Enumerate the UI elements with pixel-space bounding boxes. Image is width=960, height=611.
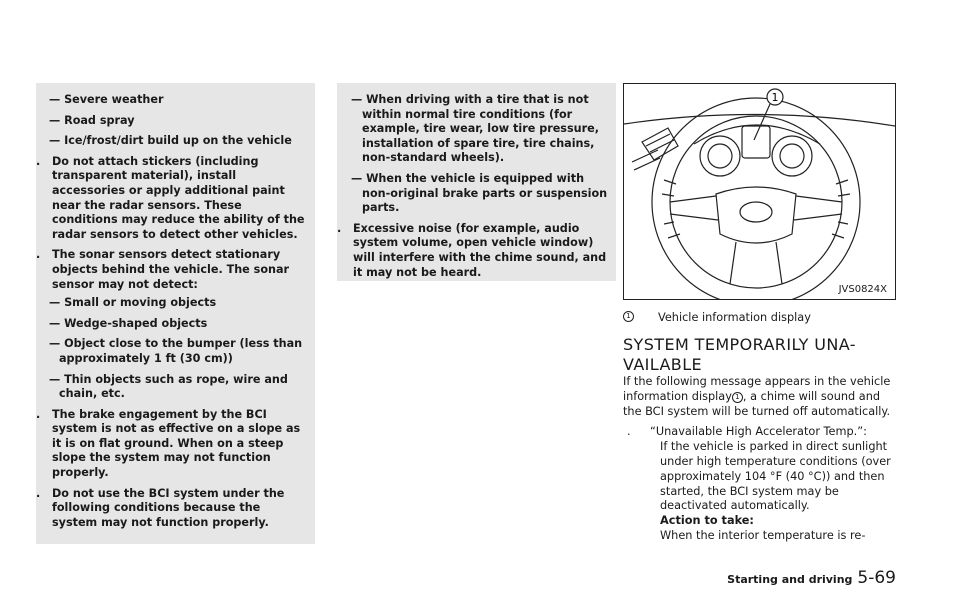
- bullet-sonar-text: The sonar sensors detect stationary objects behind the vehicle. The sonar sensor may not detect:: [52, 248, 290, 291]
- caption-text: Vehicle information display: [658, 311, 811, 324]
- dash-item-brake-parts: — When the vehicle is equipped with non-original brake parts or suspension parts.: [351, 171, 608, 215]
- heading-line-2: VAILABLE: [623, 354, 703, 374]
- bullet-glyph: .: [337, 221, 342, 235]
- dash-item-thin-objects: — Thin objects such as rope, wire and chain, etc.: [49, 372, 288, 401]
- bullet-high-accelerator-temp: [623, 425, 896, 543]
- bullet-conditions-text: Do not use the BCI system under the following conditions because the system may not function properly.: [52, 486, 285, 529]
- bullet-glyph: .: [627, 425, 631, 439]
- bullet-body: If the vehicle is parked in direct sunlight under high temperature conditions (over approximately 104 °F (40 °C)) and then started, the BCI system may be deactivated automatically.: [660, 440, 891, 513]
- section-heading: [623, 335, 896, 374]
- intro-marker-1: 1: [732, 392, 743, 403]
- page-footer: [727, 568, 896, 588]
- dash-item-severe-weather: — Severe weather: [49, 93, 164, 106]
- intro-paragraph: [623, 375, 896, 419]
- dash-item-tire: — When driving with a tire that is not within normal tire conditions (for example, tire wear, low tire pressure, installation of spare tire, tire chains, non-standard wheels).: [351, 93, 599, 165]
- dash-item-small-objects: — Small or moving objects: [49, 296, 217, 310]
- bullet-stickers-text: Do not attach stickers (including transparent material), install accessories or apply additional paint near the radar sensors. These conditions may reduce the ability of the radar sensors to detect other vehicles.: [52, 154, 305, 241]
- bullet-glyph: .: [36, 407, 41, 421]
- figure-callout-number: 1: [771, 91, 779, 104]
- bullet-glyph: .: [36, 486, 41, 500]
- heading-line-1: SYSTEM TEMPORARILY UNA-: [623, 335, 856, 354]
- bullet-conditions: [36, 487, 315, 531]
- caption-marker-1: 1: [623, 311, 634, 322]
- intro-before: If the following message appears in the vehicle information display: [623, 375, 891, 403]
- bullet-title: “Unavailable High Accelerator Temp.”:: [650, 425, 867, 439]
- bullet-slope: [36, 408, 315, 481]
- bullet-stickers: [36, 155, 315, 243]
- bullet-noise-text: Excessive noise (for example, audio system volume, open vehicle window) will interfere with the chime sound, and it may not be heard.: [353, 221, 607, 279]
- action-label: Action to take:: [660, 514, 754, 528]
- dash-item-ice-frost: — Ice/frost/dirt build up on the vehicle: [49, 134, 292, 148]
- steering-wheel-figure: [623, 83, 896, 300]
- dash-item-road-spray: — Road spray: [49, 113, 135, 127]
- action-text: When the interior temperature is re-: [660, 528, 866, 542]
- dash-item-wedge-objects: — Wedge-shaped objects: [49, 316, 208, 330]
- warning-box-middle: [337, 83, 616, 281]
- bullet-sonar: [36, 248, 315, 292]
- figure-code: JVS0824X: [838, 284, 887, 295]
- bullet-slope-text: The brake engagement by the BCI system is not as effective on a slope as it is on flat ground. When on a steep slope the system may not function properly.: [52, 407, 301, 480]
- bullet-noise: [337, 222, 616, 280]
- intro-after: , a chime will sound and the BCI system will be turned off automatically.: [623, 389, 891, 418]
- dash-item-close-objects: — Object close to the bumper (less than approximately 1 ft (30 cm)): [49, 337, 303, 365]
- steering-wheel-illustration: [624, 84, 895, 299]
- section-body: [623, 375, 896, 545]
- bullet-glyph: .: [36, 154, 41, 168]
- bullet-glyph: .: [36, 248, 41, 262]
- warning-box-left: [36, 83, 315, 544]
- footer-section-title: Starting and driving: [727, 573, 853, 586]
- page-number: 5-69: [857, 568, 896, 588]
